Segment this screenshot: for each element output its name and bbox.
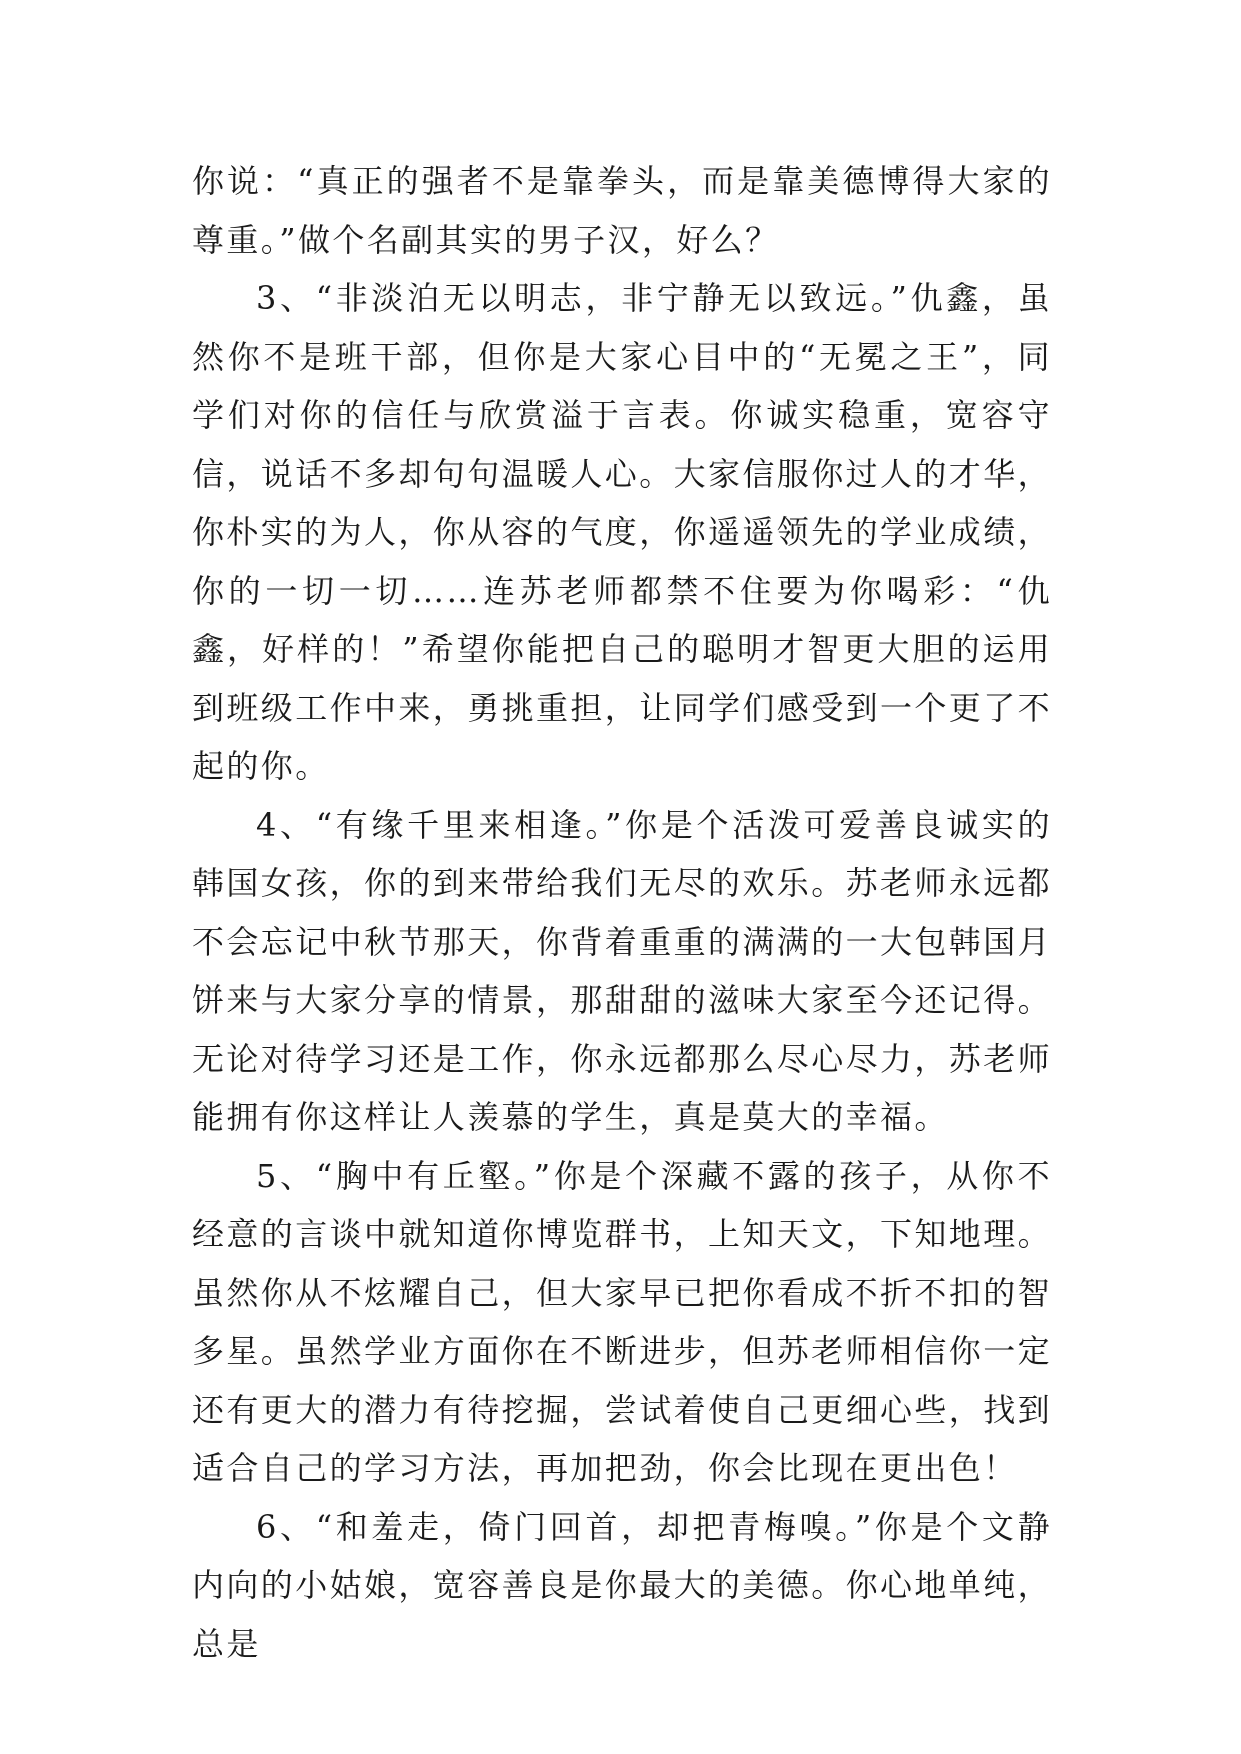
document-body [192,152,1052,1673]
paragraph-comment-3: 3、“非淡泊无以明志，非宁静无以致远。”仇鑫，虽然你不是班干部，但你是大家心目中的“无冕之王”，同学们对你的信任与欣赏溢于言表。你诚实稳重，宽容守信，说话不多却句句温暖人心。大家信服你过人的才华，你朴实的为人，你从容的气度，你遥遥领先的学业成绩，你的一切一切……连苏老师都禁不住要为你喝彩：“仇鑫，好样的！”希望你能把自己的聪明才智更大胆的运用到班级工作中来，勇挑重担，让同学们感受到一个更了不起的你。 [192,279,1053,785]
paragraph-comment-5: 5、“胸中有丘壑。”你是个深藏不露的孩子，从你不经意的言谈中就知道你博览群书，上知天文，下知地理。虽然你从不炫耀自己，但大家早已把你看成不折不扣的智多星。虽然学业方面你在不断进步，但苏老师相信你一定还有更大的潜力有待挖掘，尝试着使自己更细心些，找到适合自己的学习方法，再加把劲，你会比现在更出色！ [192,1156,1053,1487]
paragraph-comment-6: 6、“和羞走，倚门回首，却把青梅嗅。”你是个文静内向的小姑娘，宽容善良是你最大的美德。你心地单纯，总是 [192,1507,1053,1663]
paragraph-comment-4: 4、“有缘千里来相逢。”你是个活泼可爱善良诚实的韩国女孩，你的到来带给我们无尽的欢乐。苏老师永远都不会忘记中秋节那天，你背着重重的满满的一大包韩国月饼来与大家分享的情景，那甜甜的滋味大家至今还记得。无论对待学习还是工作，你永远都那么尽心尽力，苏老师能拥有你这样让人羡慕的学生，真是莫大的幸福。 [192,805,1053,1136]
paragraph-continuation: 你说：“真正的强者不是靠拳头，而是靠美德博得大家的尊重。”做个名副其实的男子汉，好么？ [192,162,1052,259]
